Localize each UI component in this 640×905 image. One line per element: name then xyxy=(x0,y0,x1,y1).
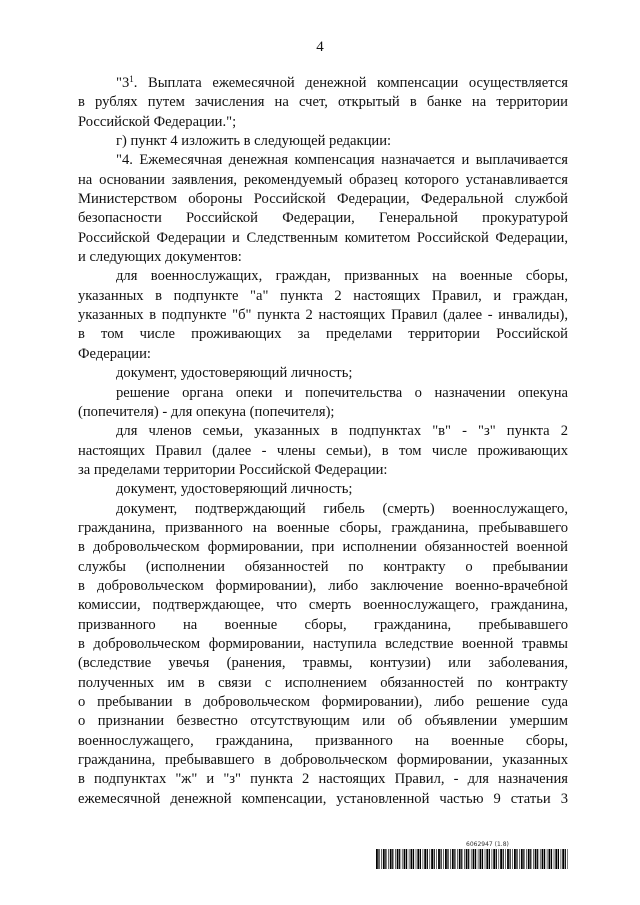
page-number: 4 xyxy=(316,39,324,55)
text-line: безопасности Российской Федерации, Генеральной прокуратурой xyxy=(78,210,568,227)
text-line: в подпунктах "ж" и "з" пункта 2 настоящих Правил, - для назначения xyxy=(78,771,568,788)
text-line: указанных в подпункте "а" пункта 2 настоящих Правил, и граждан, xyxy=(78,287,568,304)
text-line: документ, удостоверяющий личность; xyxy=(116,365,353,382)
text-line: "4. Ежемесячная денежная компенсация назначается и выплачивается xyxy=(116,152,568,169)
barcode-icon xyxy=(376,849,568,869)
text-line: указанных в подпункте "б" пункта 2 настоящих Правил (далее - инвалиды), xyxy=(78,307,568,324)
text-line: ежемесячной денежной компенсации, установленной частью 9 статьи 3 xyxy=(78,790,568,807)
text-line: о пребывании в добровольческом формировании), либо решение суда xyxy=(78,694,568,710)
text-line: (попечителя) - для опекуна (попечителя); xyxy=(78,403,335,420)
text-line: документ, подтверждающий гибель (смерть) военнослужащего, xyxy=(116,500,568,517)
text-line: на основании заявления, рекомендуемый образец которого устанавливается xyxy=(78,171,568,188)
text-line: в рублях путем зачисления на счет, открытый в банке на территории xyxy=(78,94,568,111)
text-line: в добровольческом формировании, при исполнении обязанностей военной xyxy=(78,539,568,556)
text-line: в том числе проживающих за пределами территории Российской xyxy=(78,326,568,343)
text-line: для членов семьи, указанных в подпунктах "в" - "з" пункта 2 xyxy=(116,423,568,440)
text-line: за пределами территории Российской Федерации: xyxy=(78,461,388,478)
text-line: "$3^1$. Выплата ежемесячной денежной компенсации осуществляется xyxy=(116,74,568,91)
text-line: в добровольческом формировании, наступила вследствие военной травмы xyxy=(78,635,568,652)
document-code: 6062947 (1.8) xyxy=(466,841,509,848)
text-line: для военнослужащих, граждан, призванных на военные сборы, xyxy=(116,268,568,285)
text-line: Федерации: xyxy=(78,345,151,362)
text-line: полученных им в связи с исполнением обязанностей по контракту xyxy=(78,674,568,691)
document-body xyxy=(78,74,568,809)
text-line: комиссии, подтверждающее, что смерть военнослужащего, гражданина, xyxy=(78,597,568,614)
text-line: службы (исполнении обязанностей по контракту о пребывании xyxy=(78,558,568,575)
text-line: документ, удостоверяющий личность; xyxy=(116,481,353,498)
text-line: г) пункт 4 изложить в следующей редакции: xyxy=(116,133,392,150)
text-line: Российской Федерации и Следственным комитетом Российской Федерации, xyxy=(78,229,568,246)
text-line: о признании безвестно отсутствующим или об объявлении умершим xyxy=(78,713,568,730)
text-line: военнослужащего, гражданина, призванного на военные сборы, xyxy=(78,732,568,749)
text-line: (вследствие увечья (ранения, травмы, контузии) или заболевания, xyxy=(78,655,568,672)
text-line: Министерством обороны Российской Федерации, Федеральной службой xyxy=(78,191,568,208)
text-line: гражданина, пребывавшего в добровольческом формировании, указанных xyxy=(78,752,568,769)
text-line: призванного на военные сборы, гражданина, пребывавшего xyxy=(78,616,568,633)
text-line: Российской Федерации."; xyxy=(78,113,237,130)
text-line: гражданина, призванного на военные сборы, гражданина, пребывавшего xyxy=(78,519,568,536)
text-line: решение органа опеки и попечительства о назначении опекуна xyxy=(116,384,568,401)
text-line: и следующих документов: xyxy=(78,249,242,266)
text-line: в добровольческом формировании), либо заключение военно-врачебной xyxy=(78,577,568,594)
text-line: настоящих Правил (далее - члены семьи), в том числе проживающих xyxy=(78,442,568,459)
